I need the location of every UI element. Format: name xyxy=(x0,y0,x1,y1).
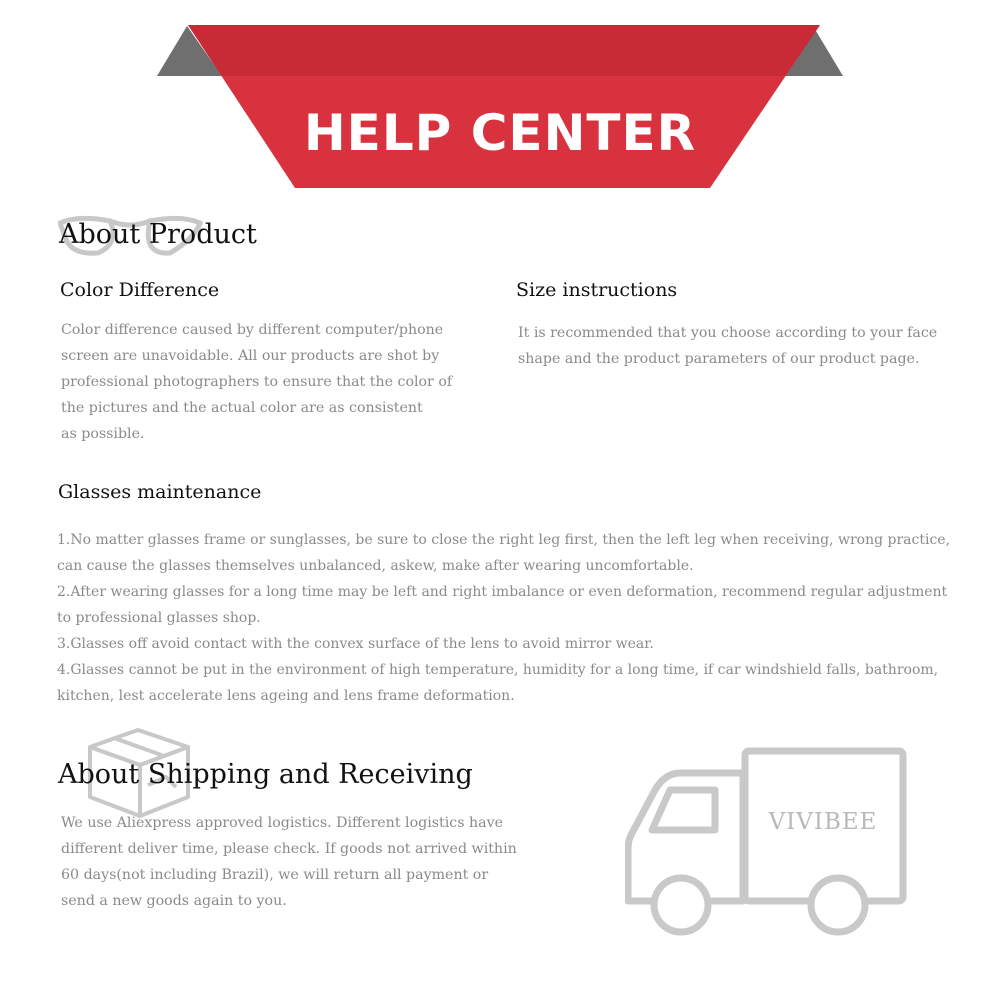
shipping-heading: About Shipping and Receiving xyxy=(58,759,473,790)
text-line: send a new goods again to you. xyxy=(61,893,287,909)
text-line: to professional glasses shop. xyxy=(57,610,261,626)
about-product-heading: About Product xyxy=(59,219,257,250)
text-line: can cause the glasses themselves unbalanced, askew, make after wearing uncomfortable. xyxy=(57,558,694,574)
text-line: shape and the product parameters of our product page. xyxy=(518,351,920,367)
text-line: We use Aliexpress approved logistics. Different logistics have xyxy=(61,815,503,831)
truck-brand-label: VIVIBEE xyxy=(768,809,878,835)
text-line: screen are unavoidable. All our products are shot by xyxy=(61,348,440,364)
text-line: 1.No matter glasses frame or sunglasses, be sure to close the right leg first, then the left leg when receiving, wrong practice, xyxy=(57,532,951,548)
text-line: 2.After wearing glasses for a long time may be left and right imbalance or even deformation, recommend regular adjustment xyxy=(57,584,948,600)
banner-title: HELP CENTER xyxy=(303,104,697,162)
banner-ribbon-shape xyxy=(0,0,1000,200)
shipping-text xyxy=(61,810,521,914)
text-line: different deliver time, please check. If goods not arrived within xyxy=(61,841,517,857)
size-instructions-text xyxy=(518,320,958,372)
color-difference-title: Color Difference xyxy=(60,279,220,301)
help-center-banner xyxy=(0,0,1000,200)
text-line: 4.Glasses cannot be put in the environment of high temperature, humidity for a long time, if car windshield falls, bathroom, xyxy=(57,662,939,678)
text-line: It is recommended that you choose according to your face xyxy=(518,325,938,341)
text-line: 3.Glasses off avoid contact with the convex surface of the lens to avoid mirror wear. xyxy=(57,636,654,652)
text-line: as possible. xyxy=(61,426,145,442)
text-line: the pictures and the actual color are as consistent xyxy=(61,400,423,416)
size-instructions-title: Size instructions xyxy=(516,279,678,301)
delivery-truck-icon xyxy=(625,745,910,940)
text-line: kitchen, lest accelerate lens ageing and lens frame deformation. xyxy=(57,688,515,704)
text-line: 60 days(not including Brazil), we will return all payment or xyxy=(61,867,489,883)
color-difference-text xyxy=(61,317,481,447)
text-line: professional photographers to ensure that the color of xyxy=(61,374,453,390)
glasses-maintenance-title: Glasses maintenance xyxy=(58,481,262,503)
text-line: Color difference caused by different computer/phone xyxy=(61,322,444,338)
glasses-maintenance-text xyxy=(57,527,957,709)
